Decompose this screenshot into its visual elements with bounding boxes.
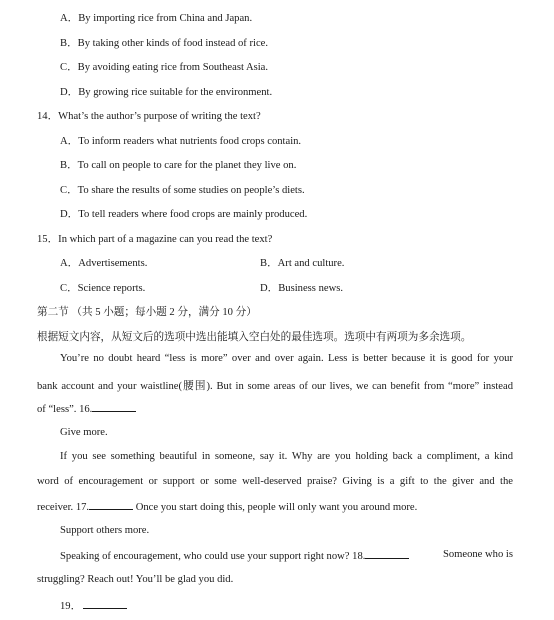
q13-option-a: A．By importing rice from China and Japan. [60, 13, 253, 24]
blank-19 [83, 599, 127, 609]
passage-p3-line2: struggling? Reach out! You’ll be glad you did. [37, 574, 234, 585]
passage-p1-line3-text: of “less”. 16. [37, 404, 93, 415]
q15-option-d: D．Business news. [260, 283, 343, 294]
passage-p3-line1 [60, 549, 513, 562]
passage-p2-line3 [37, 500, 417, 513]
passage-p1-line1: You’re no doubt heard “less is more” over and over again. Less is better because it is good for your [60, 353, 513, 364]
passage-p3-line1-end: Someone who is [442, 549, 513, 560]
passage-p1-line3 [37, 402, 136, 415]
passage-p2-line1: If you see something beautiful in someone, say it. Why are you holding back a compliment, a kind [60, 451, 513, 462]
q14-option-b: B．To call on people to care for the planet they live on. [60, 160, 297, 171]
q14-option-c: C．To share the results of some studies on people’s diets. [60, 185, 305, 196]
q15-option-a: A．Advertisements. [60, 258, 148, 269]
question-19 [60, 598, 127, 613]
passage-p3-line1-text: Speaking of encouragement, who could use your support right now? 18. [60, 551, 366, 562]
blank-18 [365, 549, 409, 559]
passage-p2-line3-start: receiver. 17. [37, 502, 90, 513]
blank-17 [89, 500, 133, 510]
blank-16 [92, 402, 136, 412]
q13-option-c: C．By avoiding eating rice from Southeast Asia. [60, 62, 269, 73]
heading-support-others: Support others more. [60, 525, 150, 536]
q15-option-c: C．Science reports. [60, 283, 146, 294]
section-heading: 第二节 （共 5 小题；每小题 2 分，满分 10 分） [37, 307, 257, 318]
passage-p1-line2: bank account and your waistline(腰围). But in some areas of our lives, we can benefit from “more” instead [37, 381, 513, 392]
q13-option-d: D．By growing rice suitable for the environment. [60, 87, 273, 98]
passage-p2-line3-end: Once you start doing this, people will only want you around more. [133, 502, 418, 513]
heading-give-more: Give more. [60, 427, 108, 438]
q15-stem: 15．In which part of a magazine can you read the text? [37, 234, 273, 245]
q14-option-a: A．To inform readers what nutrients food crops contain. [60, 136, 302, 147]
q14-option-d: D．To tell readers where food crops are mainly produced. [60, 209, 308, 220]
passage-p3-line1-start [60, 549, 409, 562]
passage-p2-line2: word of encouragement or support or some well-deserved praise? Giving is a gift to the giver and the [37, 476, 513, 487]
q14-stem: 14．What’s the author’s purpose of writing the text? [37, 111, 261, 122]
q15-option-b: B．Art and culture. [260, 258, 345, 269]
q19-label: 19． [60, 601, 82, 612]
q13-option-b: B．By taking other kinds of food instead of rice. [60, 38, 269, 49]
section-instruction: 根据短文内容，从短文后的选项中选出能填入空白处的最佳选项。选项中有两项为多余选项。 [37, 332, 472, 343]
